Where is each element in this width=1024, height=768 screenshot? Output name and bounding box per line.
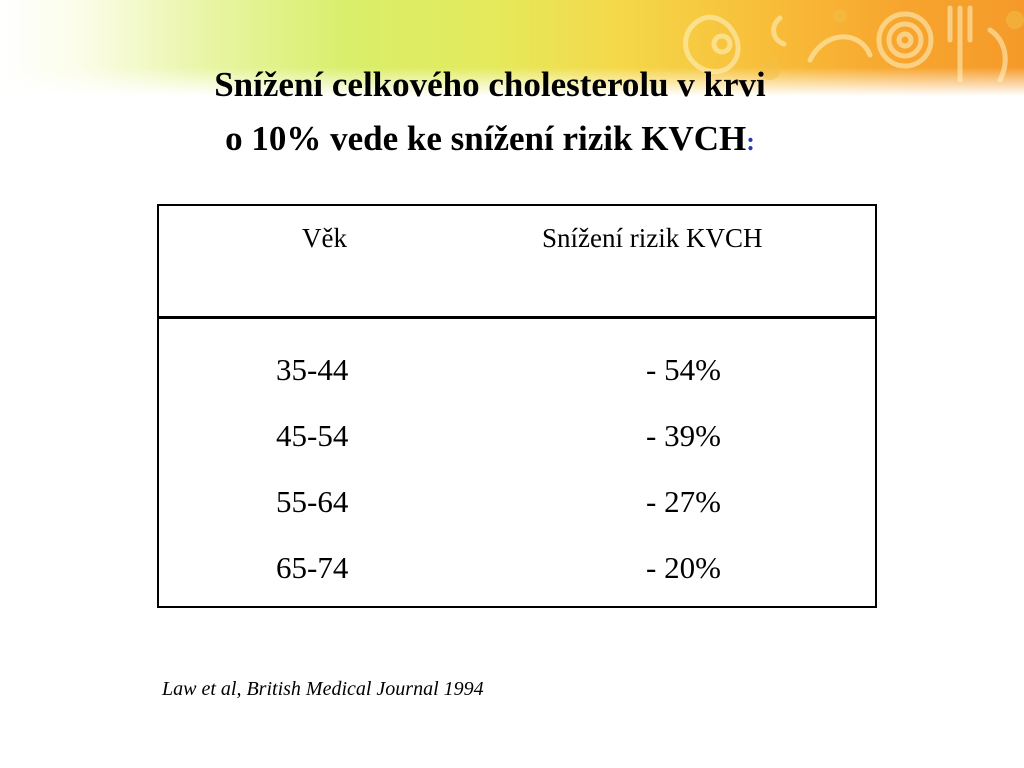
slide-title-line-2 (100, 112, 880, 169)
cell-reduction: - 20% (646, 550, 721, 585)
table-row (159, 480, 875, 546)
title-colon: : (746, 127, 755, 156)
cell-reduction: - 54% (646, 352, 721, 387)
header-reduction: Snížení rizik KVCH (542, 223, 763, 253)
table-row (159, 546, 875, 612)
cell-age: 45-54 (276, 418, 349, 453)
header-divider (159, 316, 875, 319)
cell-age: 65-74 (276, 550, 349, 585)
source-citation: Law et al, British Medical Journal 1994 (162, 678, 484, 700)
cell-reduction: - 27% (646, 484, 721, 519)
cell-age: 55-64 (276, 484, 349, 519)
table-row (159, 414, 875, 480)
header-age: Věk (302, 223, 347, 253)
slide-title-line-1: Snížení celkového cholesterolu v krvi (214, 65, 766, 104)
slide-title-line-2-text: o 10% vede ke snížení rizik KVCH (225, 119, 747, 158)
table-row (159, 348, 875, 414)
cell-reduction: - 39% (646, 418, 721, 453)
slide-title (100, 58, 880, 169)
cell-age: 35-44 (276, 352, 349, 387)
risk-reduction-table (157, 204, 877, 608)
